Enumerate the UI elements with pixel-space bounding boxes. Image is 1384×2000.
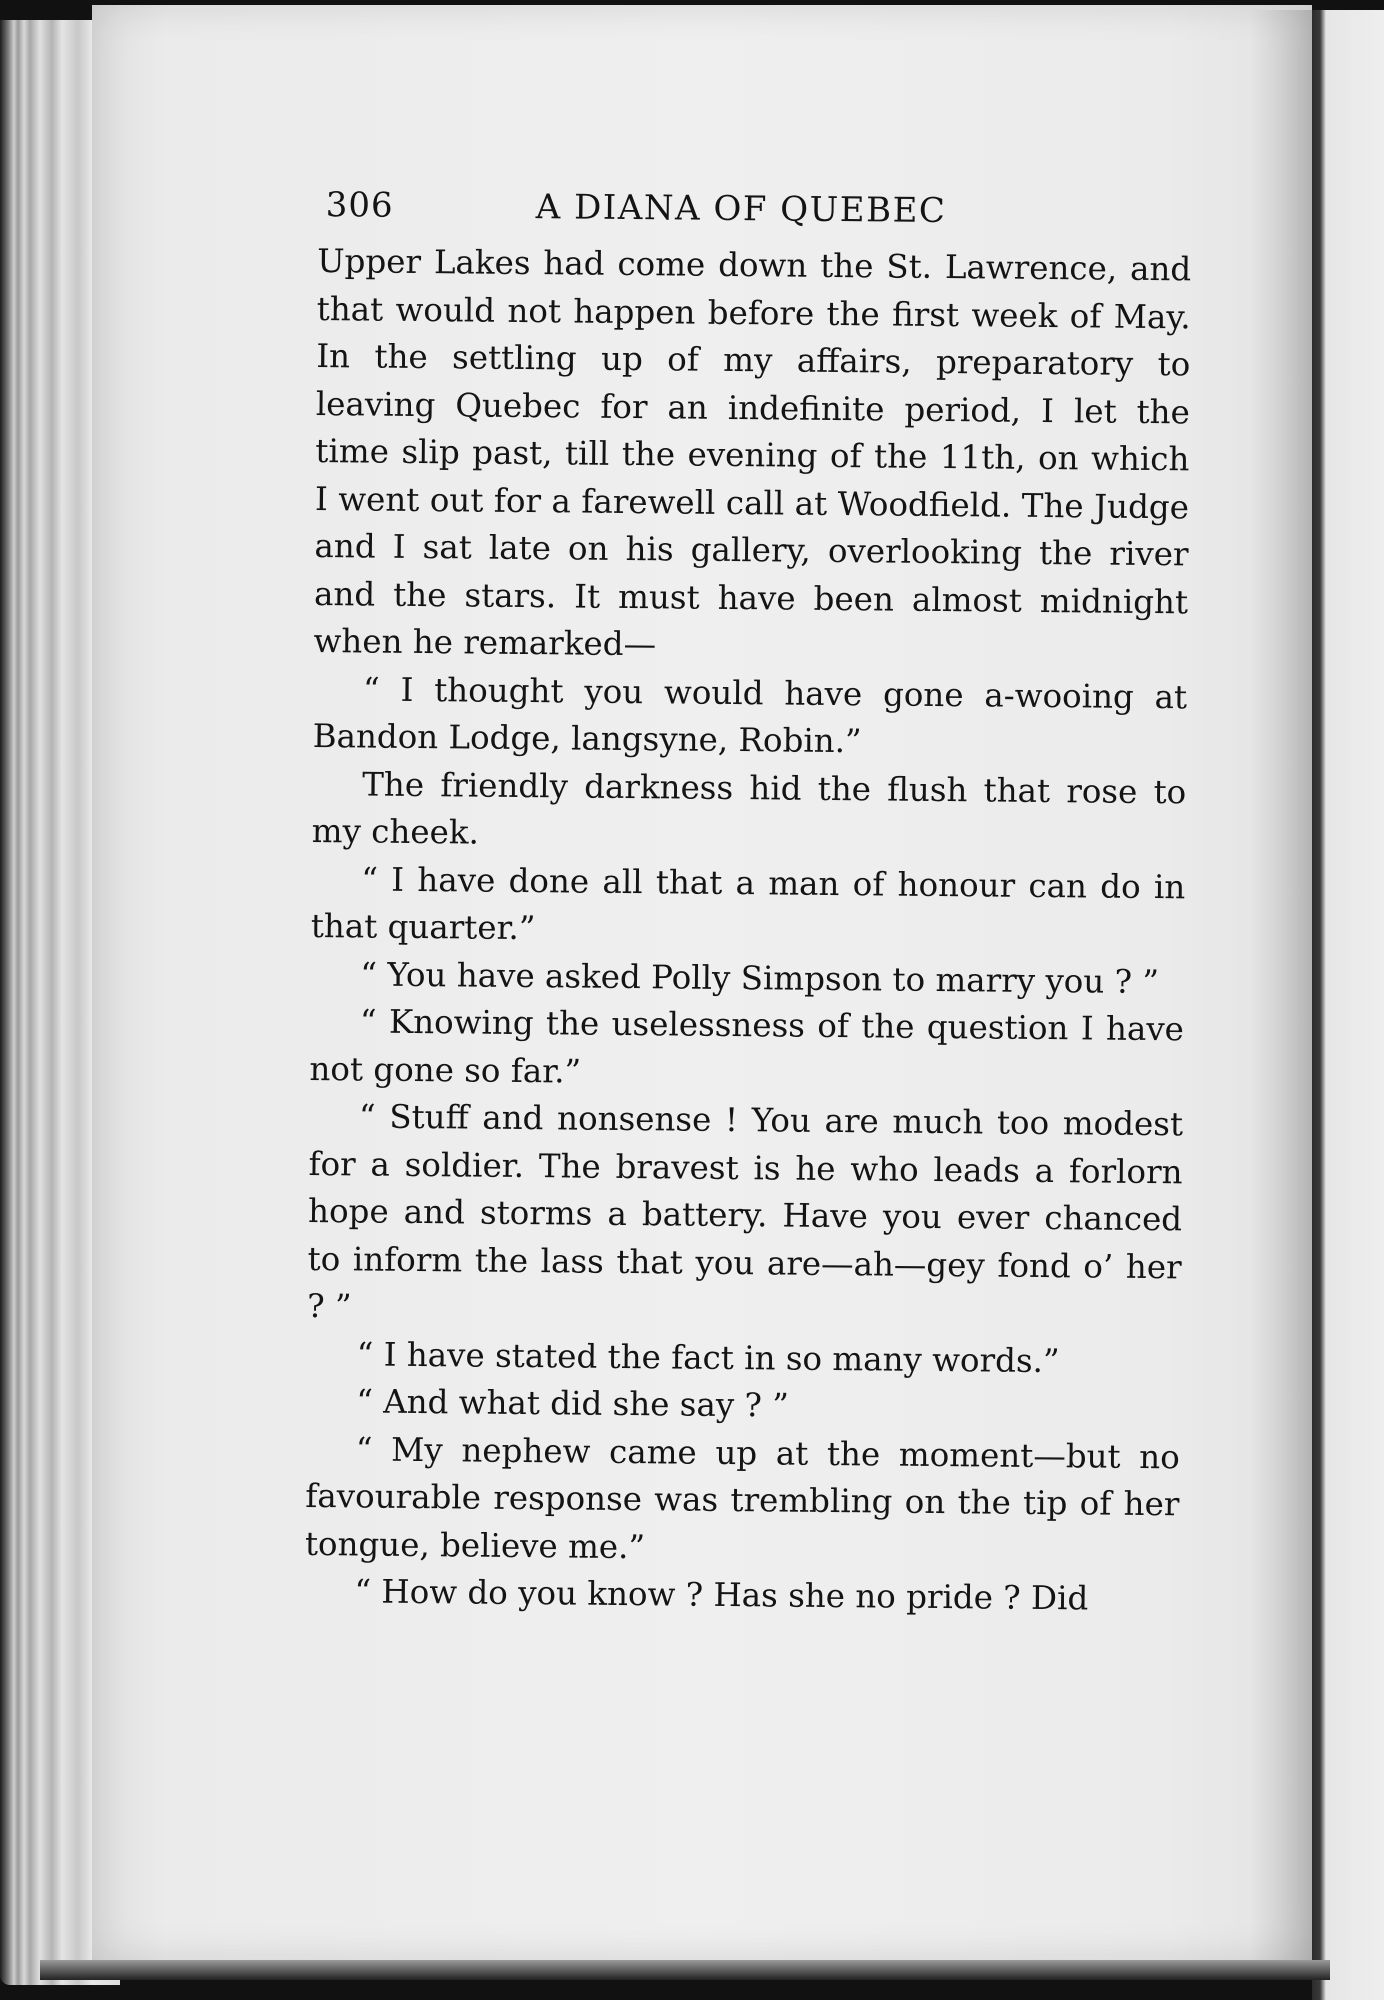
page-number: 306 [325, 185, 394, 226]
running-title: A DIANA OF QUEBEC [535, 187, 947, 232]
paragraph: Upper Lakes had come down the St. Lawrence, and that would not happen before the first week of May. In the settling up of my affairs, preparatory to leaving Quebec for an indefinite period, I let the time slip past, till the evening of the 11th, on which I went out for a farewell call at Woodfield. The Judge and I sat late on his gallery, overlooking the river and the stars. It must have been almost midnight when he remarked— [313, 241, 1192, 664]
paragraph: “ And what did she say ? ” [356, 1382, 790, 1425]
page-text [304, 182, 1192, 1624]
paragraph: “ My nephew came up at the moment—but no favourable response was trembling on the tip of her tongue, believe me.” [304, 1429, 1180, 1566]
page-bottom-edge [40, 1960, 1330, 1980]
gutter-shadow [1250, 10, 1320, 1960]
running-head [317, 182, 1191, 244]
paragraph: The friendly darkness hid the flush that rose to my cheek. [311, 764, 1187, 852]
paragraph: “ Stuff and nonsense ! You are much too modest for a soldier. The bravest is he who leads a forlorn hope and storms a battery. Have you ever chanced to inform the lass that you are—ah—gey fond o’ her ? ” [307, 1097, 1184, 1326]
paragraph: “ I have done all that a man of honour can do in that quarter.” [310, 859, 1186, 948]
paragraph: “ I have stated the fact in so many words.” [356, 1334, 1060, 1380]
facing-page-edge [1312, 10, 1384, 2000]
paragraph: “ How do you know ? Has she no pride ? Did [354, 1572, 1089, 1618]
paragraph: “ You have asked Polly Simpson to marry you ? ” [360, 954, 1160, 1001]
paragraph: “ Knowing the uselessness of the question I have not gone so far.” [309, 1002, 1185, 1091]
paragraph: “ I thought you would have gone a-wooing at Bandon Lodge, langsyne, Robin.” [312, 669, 1188, 761]
